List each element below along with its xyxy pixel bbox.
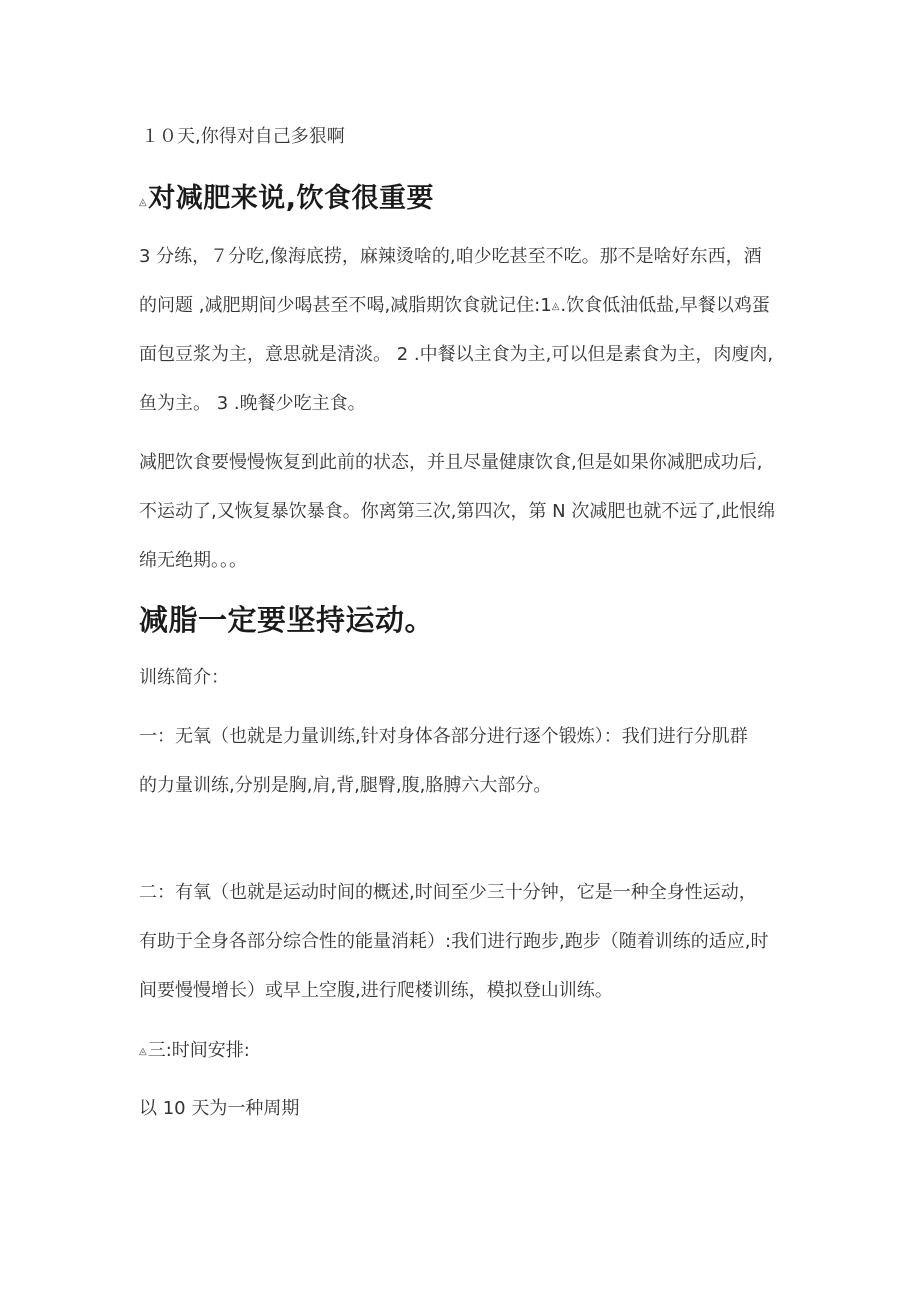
paragraph-line: 面包豆浆为主，意思就是清淡。 2 .中餐以主食为主,可以但是素食为主，肉廋肉, <box>139 344 774 365</box>
section-anaerobic-line: 的力量训练,分别是胸,肩,背,腿臀,腹,胳膊六大部分。 <box>139 775 552 796</box>
section-aerobic-line: 有助于全身各部分综合性的能量消耗）:我们进行跑步,跑步（随着训练的适应,时 <box>139 931 769 952</box>
section-schedule <box>139 1039 250 1063</box>
bullet-mark-icon: ◬ <box>139 197 148 208</box>
heading-diet <box>139 182 434 216</box>
paragraph-line: 不运动了,又恢复暴饮暴食。你离第三次,第四次，第 N 次减肥也就不远了,此恨绵 <box>139 501 776 522</box>
title-line: １０天,你得对自己多狠啊 <box>141 126 345 147</box>
bullet-mark-icon: ◬ <box>139 1046 147 1057</box>
paragraph-line <box>139 294 770 318</box>
paragraph-line: 鱼为主。 3 .晚餐少吃主食。 <box>139 393 366 414</box>
paragraph-line: 3 分练，７分吃,像海底捞，麻辣烫啥的,咱少吃甚至不吃。那不是啥好东西，酒 <box>139 246 762 267</box>
training-intro: 训练简介： <box>139 667 229 688</box>
paragraph-line: 减肥饮食要慢慢恢复到此前的状态，并且尽量健康饮食,但是如果你减肥成功后, <box>139 452 763 473</box>
paragraph-text: 的问题 ,减肥期间少喝甚至不喝,减脂期饮食就记住:1 <box>139 295 552 316</box>
section-schedule-text: 三:时间安排: <box>147 1040 250 1061</box>
section-aerobic-line: 间要慢慢增长）或早上空腹,进行爬楼训练，模拟登山训练。 <box>139 980 613 1001</box>
cycle-line: 以 10 天为一种周期 <box>139 1098 300 1119</box>
section-aerobic-line: 二：有氧（也就是运动时间的概述,时间至少三十分钟，它是一种全身性运动， <box>139 882 757 903</box>
section-anaerobic-line: 一：无氧（也就是力量训练,针对身体各部分进行逐个锻炼）：我们进行分肌群 <box>139 726 748 747</box>
bullet-mark-icon: ◬ <box>551 301 560 312</box>
paragraph-text: .饮食低油低盐,早餐以鸡蛋 <box>560 295 770 316</box>
paragraph-line: 绵无绝期。。。 <box>139 550 247 571</box>
heading-exercise: 减脂一定要坚持运动。 <box>139 603 435 637</box>
heading-diet-text: 对减肥来说,饮食很重要 <box>148 183 434 214</box>
